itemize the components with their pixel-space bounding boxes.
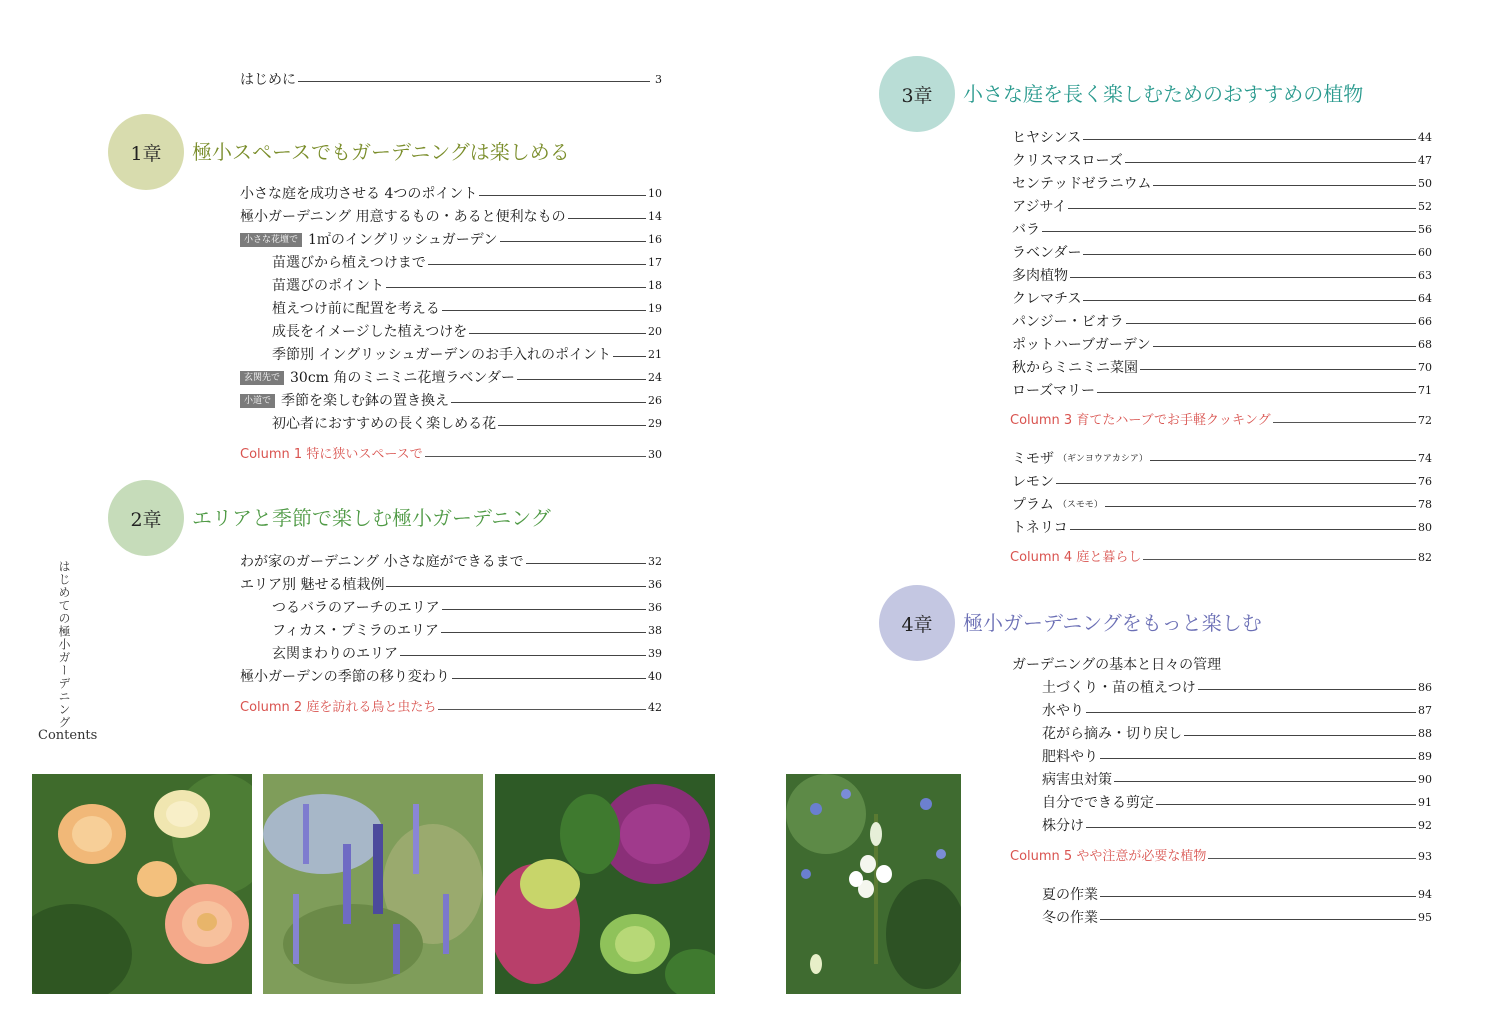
toc-item[interactable]	[272, 299, 662, 319]
toc-column[interactable]	[240, 698, 662, 718]
column-label: Column 3 育てたハーブでお手軽クッキング	[1010, 413, 1271, 428]
toc-label: ヒヤシンス	[1012, 130, 1082, 146]
chapter-4-title: 極小ガーデニングをもっと楽しむ	[963, 611, 1262, 635]
toc-item[interactable]	[272, 253, 662, 273]
toc-item[interactable]	[1042, 885, 1432, 905]
chapter-4-badge: 4章	[879, 585, 955, 661]
toc-page: 66	[1418, 315, 1432, 328]
photo-hydrangea	[495, 774, 715, 994]
toc-item[interactable]	[1012, 243, 1432, 263]
toc-note: （ギンヨウアカシア）	[1058, 454, 1148, 464]
toc-label: つるバラのアーチのエリア	[272, 600, 440, 616]
toc-label: 苗選びのポイント	[272, 278, 384, 294]
toc-page: 72	[1418, 414, 1432, 427]
toc-page: 70	[1418, 361, 1432, 374]
toc-label: 1㎡のイングリッシュガーデン	[308, 232, 498, 248]
toc-item[interactable]	[240, 552, 662, 572]
column-label: Column 1 特に狭いスペースで	[240, 447, 423, 462]
toc-item[interactable]	[272, 322, 662, 342]
toc-item[interactable]	[240, 667, 662, 687]
column-label: Column 5 やや注意が必要な植物	[1010, 849, 1207, 864]
section-tag: 小さな花壇で	[240, 233, 302, 247]
toc-label: 冬の作業	[1042, 910, 1098, 926]
toc-page: 92	[1418, 819, 1432, 832]
toc-page: 76	[1418, 475, 1432, 488]
toc-note: （スモモ）	[1057, 500, 1103, 510]
toc-label: 夏の作業	[1042, 887, 1098, 903]
photo-peach-tulips	[32, 774, 252, 994]
toc-label: 小さな庭を成功させる 4つのポイント	[240, 186, 478, 202]
toc-page: 39	[648, 647, 662, 660]
toc-column[interactable]	[1010, 548, 1432, 568]
toc-item[interactable]	[1042, 747, 1432, 767]
toc-page: 78	[1418, 498, 1432, 511]
toc-item[interactable]	[272, 644, 662, 664]
toc-item[interactable]	[1012, 381, 1432, 401]
toc-page: 32	[648, 555, 662, 568]
toc-item[interactable]	[1012, 518, 1432, 538]
toc-page: 3	[655, 73, 662, 86]
chapter-2-title: エリアと季節で楽しむ極小ガーデニング	[192, 506, 551, 530]
toc-item[interactable]	[1042, 770, 1432, 790]
toc-label: バラ	[1012, 222, 1040, 238]
toc-page: 88	[1418, 727, 1432, 740]
toc-item[interactable]	[1042, 816, 1432, 836]
toc-page: 42	[648, 701, 662, 714]
toc-page: 52	[1418, 200, 1432, 213]
toc-item[interactable]	[1012, 289, 1432, 309]
toc-page: 94	[1418, 888, 1432, 901]
toc-column[interactable]	[1010, 847, 1432, 867]
toc-label: ラベンダー	[1012, 245, 1082, 261]
toc-label: アジサイ	[1012, 199, 1067, 215]
toc-page: 80	[1418, 521, 1432, 534]
contents-label: Contents	[38, 728, 98, 743]
toc-label: センテッドゼラニウム	[1012, 176, 1152, 192]
toc-page: 90	[1418, 773, 1432, 786]
toc-page: 19	[648, 302, 662, 315]
toc-column[interactable]	[240, 445, 662, 465]
toc-label: わが家のガーデニング 小さな庭ができるまで	[240, 554, 524, 570]
toc-page: 64	[1418, 292, 1432, 305]
toc-page: 26	[648, 394, 662, 407]
toc-page: 95	[1418, 911, 1432, 924]
toc-page: 29	[648, 417, 662, 430]
toc-item[interactable]	[1012, 197, 1432, 217]
toc-page: 86	[1418, 681, 1432, 694]
toc-page: 44	[1418, 131, 1432, 144]
toc-label: 株分け	[1042, 818, 1084, 834]
toc-label: ローズマリー	[1012, 383, 1096, 399]
chapter-1-badge: 1章	[108, 114, 184, 190]
toc-page: 10	[648, 187, 662, 200]
toc-item[interactable]	[272, 621, 662, 641]
toc-page: 16	[648, 233, 662, 246]
column-label: Column 2 庭を訪れる鳥と虫たち	[240, 700, 437, 715]
toc-label: はじめに	[240, 72, 296, 88]
toc-item[interactable]	[240, 391, 662, 411]
section-tag: 小道で	[240, 394, 275, 408]
toc-page: 36	[648, 601, 662, 614]
toc-label: エリア別 魅せる植栽例	[240, 577, 385, 593]
toc-item[interactable]	[272, 414, 662, 434]
toc-label: 季節を楽しむ鉢の置き換え	[281, 393, 450, 409]
toc-label: 秋からミニミニ菜園	[1012, 360, 1138, 376]
toc-column[interactable]	[1010, 411, 1432, 431]
toc-page: 91	[1418, 796, 1432, 809]
chapter-3-title: 小さな庭を長く楽しむためのおすすめの植物	[963, 82, 1364, 106]
toc-item[interactable]	[1012, 151, 1432, 171]
toc-page: 38	[648, 624, 662, 637]
toc-label: フィカス・プミラのエリア	[272, 623, 439, 639]
toc-page: 24	[648, 371, 662, 384]
toc-page: 60	[1418, 246, 1432, 259]
toc-item[interactable]	[1042, 678, 1432, 698]
chapter-2-badge: 2章	[108, 480, 184, 556]
photo-white-flower	[786, 774, 961, 994]
toc-page: 87	[1418, 704, 1432, 717]
toc-label: 苗選びから植えつけまで	[272, 255, 426, 271]
toc-label: トネリコ	[1012, 520, 1068, 536]
toc-item[interactable]	[1012, 174, 1432, 194]
toc-label: ミモザ	[1012, 451, 1054, 467]
toc-item[interactable]	[240, 230, 662, 250]
toc-label: 植えつけ前に配置を考える	[272, 301, 440, 317]
toc-item[interactable]	[1012, 220, 1432, 240]
toc-page: 17	[648, 256, 662, 269]
toc-label: 成長をイメージした植えつけを	[272, 324, 468, 340]
toc-item[interactable]	[240, 575, 662, 595]
toc-page: 21	[648, 348, 662, 361]
toc-label: パンジー・ビオラ	[1012, 314, 1124, 330]
vertical-book-title: はじめての極小ガーデニング	[57, 560, 71, 729]
toc-label: プラム	[1012, 497, 1054, 513]
toc-page: 82	[1418, 551, 1432, 564]
toc-label: 水やり	[1042, 703, 1084, 719]
photo-lavender	[263, 774, 483, 994]
toc-item[interactable]	[1042, 908, 1432, 928]
toc-item[interactable]	[1012, 495, 1432, 515]
toc-item[interactable]	[1012, 358, 1432, 378]
toc-label: 極小ガーデニング 用意するもの・あると便利なもの	[240, 209, 566, 225]
toc-page: 36	[648, 578, 662, 591]
toc-page: 89	[1418, 750, 1432, 763]
toc-label: ポットハーブガーデン	[1012, 337, 1151, 353]
toc-item[interactable]	[1012, 472, 1432, 492]
toc-item[interactable]	[272, 276, 662, 296]
toc-page: 40	[648, 670, 662, 683]
chapter-3-badge: 3章	[879, 56, 955, 132]
toc-label: 初心者におすすめの長く楽しめる花	[272, 416, 497, 432]
toc-page: 50	[1418, 177, 1432, 190]
toc-item[interactable]	[1012, 266, 1432, 286]
toc-label: クリスマスローズ	[1012, 153, 1123, 169]
toc-page: 68	[1418, 338, 1432, 351]
toc-intro[interactable]	[240, 70, 662, 90]
toc-item[interactable]	[1012, 312, 1432, 332]
toc-item[interactable]	[1012, 335, 1432, 355]
toc-label: 肥料やり	[1042, 749, 1098, 765]
toc-label: 玄関まわりのエリア	[272, 646, 398, 662]
toc-item[interactable]	[240, 184, 662, 204]
toc-page: 20	[648, 325, 662, 338]
toc-label: 多肉植物	[1012, 268, 1068, 284]
column-label: Column 4 庭と暮らし	[1010, 550, 1142, 565]
section-tag: 玄関先で	[240, 371, 284, 385]
toc-item[interactable]	[240, 207, 662, 227]
toc-page: 56	[1418, 223, 1432, 236]
toc-label: 病害虫対策	[1042, 772, 1112, 788]
toc-page: 74	[1418, 452, 1432, 465]
toc-label: レモン	[1012, 474, 1054, 490]
toc-item[interactable]	[1042, 701, 1432, 721]
toc-heading	[1012, 655, 1432, 675]
toc-label: クレマチス	[1012, 291, 1082, 307]
toc-page: 18	[648, 279, 662, 292]
toc-page: 93	[1418, 850, 1432, 863]
toc-item[interactable]	[272, 345, 662, 365]
toc-page: 14	[648, 210, 662, 223]
toc-item[interactable]	[1042, 793, 1432, 813]
toc-label: 極小ガーデンの季節の移り変わり	[240, 669, 450, 685]
toc-page: 71	[1418, 384, 1432, 397]
toc-item[interactable]	[1042, 724, 1432, 744]
toc-item[interactable]	[1012, 128, 1432, 148]
toc-page: 47	[1418, 154, 1432, 167]
toc-page: 63	[1418, 269, 1432, 282]
toc-label: 花がら摘み・切り戻し	[1042, 726, 1182, 742]
toc-item[interactable]	[240, 368, 662, 388]
toc-label: 土づくり・苗の植えつけ	[1042, 680, 1196, 696]
chapter-1-title: 極小スペースでもガーデニングは楽しめる	[192, 140, 570, 164]
toc-label: 自分でできる剪定	[1042, 795, 1154, 811]
toc-item[interactable]	[1012, 449, 1432, 469]
toc-item[interactable]	[272, 598, 662, 618]
section-heading: ガーデニングの基本と日々の管理	[1012, 657, 1222, 673]
toc-label: 30cm 角のミニミニ花壇ラベンダー	[290, 370, 515, 386]
toc-label: 季節別 イングリッシュガーデンのお手入れのポイント	[272, 347, 612, 363]
toc-page: 30	[648, 448, 662, 461]
